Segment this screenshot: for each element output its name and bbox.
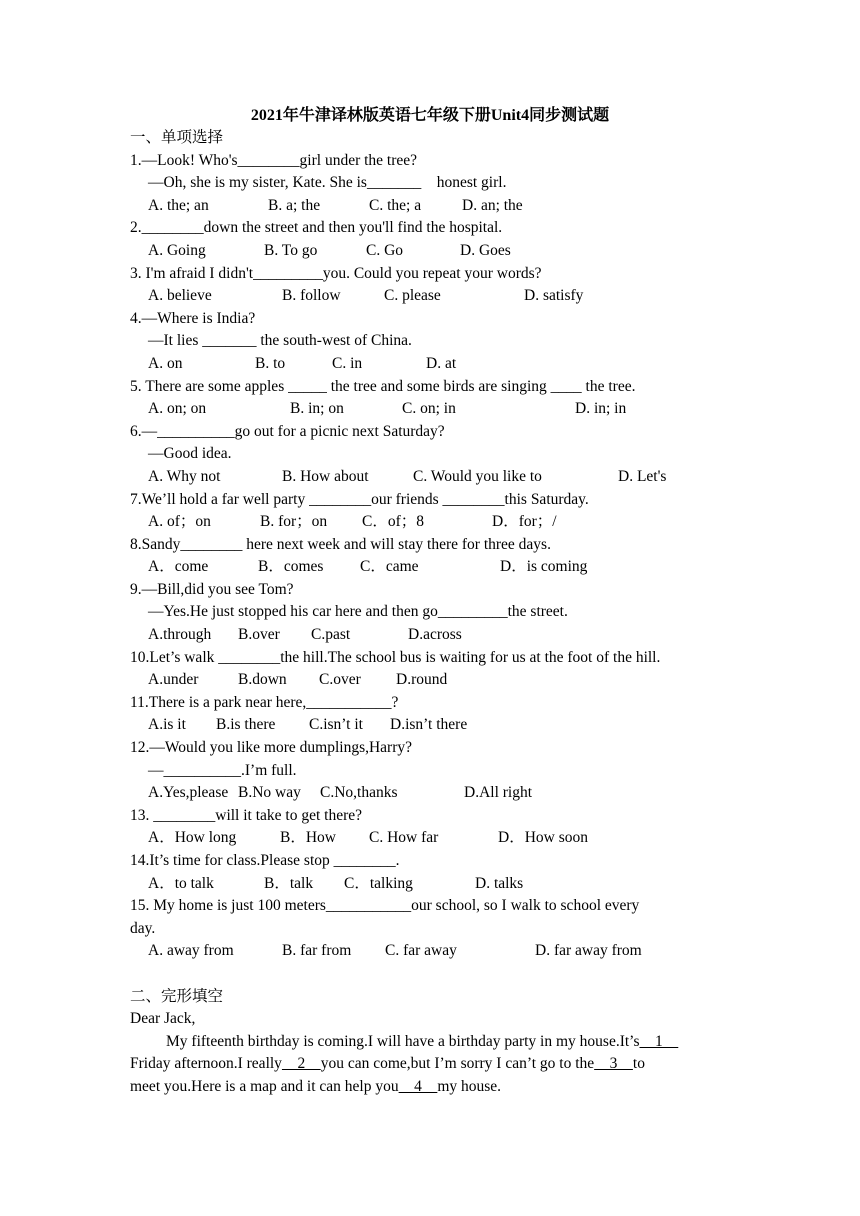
option-b: B. To go xyxy=(264,241,318,259)
option-b: B．comes xyxy=(258,558,324,576)
question-stem: 14.It’s time for class.Please stop ________. xyxy=(130,852,400,869)
question xyxy=(130,579,730,647)
option-a: A. on; on xyxy=(148,400,207,418)
option-d: D. talks xyxy=(475,874,524,892)
letter-greeting: Dear Jack, xyxy=(130,1010,196,1028)
question-line: —Yes.He just stopped his car here and then go_________the street. xyxy=(148,603,568,621)
answer-options xyxy=(130,827,730,850)
option-a: A.under xyxy=(148,671,199,689)
answer-options xyxy=(130,556,730,579)
option-a: A. on xyxy=(148,354,183,372)
question-stem: 9.—Bill,did you see Tom? xyxy=(130,580,294,598)
option-d: D. Goes xyxy=(460,241,511,259)
option-a: A. Why not xyxy=(148,467,221,485)
option-c: C. How far xyxy=(369,829,439,847)
answer-options xyxy=(130,398,730,421)
option-b: B．talk xyxy=(264,874,314,892)
answer-options xyxy=(130,940,730,963)
question-list xyxy=(130,150,730,963)
question-line: day. xyxy=(130,919,156,937)
question-stem: 11.There is a park near here,___________? xyxy=(130,693,399,711)
cloze-blank: 2 xyxy=(281,1055,321,1073)
option-d: D. in; in xyxy=(575,400,627,418)
option-a: A. of；on xyxy=(148,513,211,531)
option-b: B. for；on xyxy=(260,513,328,531)
option-b: B. in; on xyxy=(290,400,344,418)
option-a: A.is it xyxy=(148,716,186,734)
question xyxy=(130,421,730,489)
question-stem: 2.________down the street and then you'll find the hospital. xyxy=(130,219,503,237)
option-a: A. believe xyxy=(148,287,212,305)
question-stem: 8.Sandy________ here next week and will stay there for three days. xyxy=(130,535,551,553)
question xyxy=(130,895,730,963)
option-b: B.over xyxy=(238,626,280,644)
question-stem: 12.—Would you like more dumplings,Harry? xyxy=(130,739,413,757)
section-heading: 一、单项选择 xyxy=(130,129,224,146)
option-a: A. the; an xyxy=(148,196,209,214)
answer-options xyxy=(130,714,730,737)
option-a: A.Yes,please xyxy=(148,784,229,802)
question xyxy=(130,376,730,421)
question xyxy=(130,647,730,692)
option-d: D. an; the xyxy=(462,196,523,214)
question-stem: 6.—__________go out for a picnic next Saturday? xyxy=(130,422,445,440)
option-b: B.is there xyxy=(216,716,276,734)
letter-line: My fifteenth birthday is coming.I will have a birthday party in my house.It’s 1 xyxy=(166,1032,679,1050)
question-line: —It lies _______ the south-west of China. xyxy=(148,332,412,350)
option-c: C．talking xyxy=(344,874,413,892)
answer-options xyxy=(130,873,730,896)
option-a: A．come xyxy=(148,558,209,576)
option-b: B. to xyxy=(255,354,286,372)
option-a: A. away from xyxy=(148,942,234,960)
option-d: D．for；/ xyxy=(492,513,557,531)
option-d: D. satisfy xyxy=(524,287,584,305)
option-d: D.isn’t there xyxy=(390,716,468,734)
option-c: C．came xyxy=(360,558,419,576)
question-stem: 4.—Where is India? xyxy=(130,309,256,327)
option-c: C. the; a xyxy=(369,196,422,214)
answer-options xyxy=(130,285,730,308)
answer-options xyxy=(130,195,730,218)
option-b: B.down xyxy=(238,671,287,689)
section-heading: 二、完形填空 xyxy=(130,987,224,1005)
document-body xyxy=(130,127,730,1099)
letter-line: meet you.Here is a map and it can help you 4 my house. xyxy=(130,1077,502,1095)
question xyxy=(130,534,730,579)
answer-options xyxy=(130,669,730,692)
answer-options xyxy=(130,782,730,805)
option-b: B. far from xyxy=(282,942,352,960)
option-b: B. a; the xyxy=(268,196,321,214)
option-c: C. please xyxy=(384,287,441,305)
option-c: C. on; in xyxy=(402,400,456,418)
question xyxy=(130,805,730,850)
question-line: —__________.I’m full. xyxy=(148,761,297,779)
cloze-blank: 1 xyxy=(639,1032,679,1050)
option-d: D. at xyxy=(426,354,457,372)
question-stem: 7.We’ll hold a far well party ________our friends ________this Saturday. xyxy=(130,490,589,508)
question-stem: 10.Let’s walk ________the hill.The school bus is waiting for us at the foot of the hill. xyxy=(130,648,661,666)
question-stem: 1.—Look! Who's________girl under the tree? xyxy=(130,151,418,169)
option-a: A．How long xyxy=(148,829,237,847)
option-b: B．How xyxy=(280,829,336,847)
answer-options xyxy=(130,511,730,534)
question-line: —Good idea. xyxy=(148,445,232,463)
question-stem: 3. I'm afraid I didn't_________you. Could you repeat your words? xyxy=(130,264,542,282)
option-c: C. Go xyxy=(366,241,404,259)
option-a: A.through xyxy=(148,626,212,644)
question-line: —Oh, she is my sister, Kate. She is_______ honest girl. xyxy=(148,174,507,192)
question xyxy=(130,489,730,534)
option-d: D. Let's xyxy=(618,467,667,485)
question xyxy=(130,850,730,895)
question xyxy=(130,263,730,308)
option-a: A. Going xyxy=(148,241,206,259)
question xyxy=(130,217,730,262)
option-c: C.No,thanks xyxy=(320,784,398,802)
answer-options xyxy=(130,466,730,489)
letter-line: Friday afternoon.I really 2 you can come,but I’m sorry I can’t go to the 3 to xyxy=(130,1055,645,1073)
option-d: D．How soon xyxy=(498,829,588,847)
question xyxy=(130,692,730,737)
question xyxy=(130,737,730,805)
answer-options xyxy=(130,624,730,647)
option-c: C.isn’t it xyxy=(309,716,363,734)
option-c: C.past xyxy=(311,626,351,644)
option-a: A．to talk xyxy=(148,874,214,892)
cloze-blank: 4 xyxy=(398,1077,438,1095)
option-c: C. far away xyxy=(385,942,457,960)
option-d: D.round xyxy=(396,671,448,689)
question-stem: 15. My home is just 100 meters___________our school, so I walk to school every xyxy=(130,897,640,915)
option-d: D．is coming xyxy=(500,558,588,576)
option-c: C．of；8 xyxy=(362,513,425,531)
option-c: C.over xyxy=(319,671,361,689)
option-c: C. Would you like to xyxy=(413,467,542,485)
option-d: D. far away from xyxy=(535,942,642,960)
option-d: D.All right xyxy=(464,784,533,802)
document-title: 2021年牛津译林版英语七年级下册Unit4同步测试题 xyxy=(250,107,610,124)
question-stem: 5. There are some apples _____ the tree and some birds are singing ____ the tree. xyxy=(130,377,636,395)
option-b: B. How about xyxy=(282,467,369,485)
option-d: D.across xyxy=(408,626,462,644)
question xyxy=(130,308,730,376)
answer-options xyxy=(130,353,730,376)
cloze-blank: 3 xyxy=(594,1055,633,1073)
option-c: C. in xyxy=(332,354,363,372)
question xyxy=(130,150,730,218)
question-stem: 13. ________will it take to get there? xyxy=(130,806,363,824)
option-b: B.No way xyxy=(238,784,301,802)
option-b: B. follow xyxy=(282,287,341,305)
answer-options xyxy=(130,240,730,263)
